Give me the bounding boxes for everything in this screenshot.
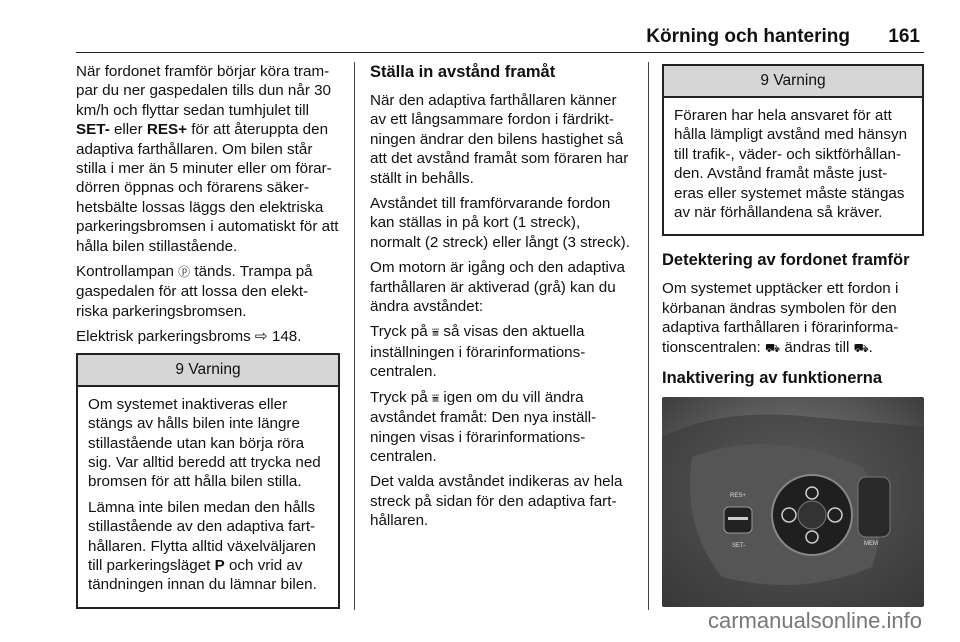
running-title: Körning och hantering: [646, 26, 850, 47]
set-button-label: SET-: [732, 543, 746, 550]
warning-text: Föraren har hela ansvaret för att hålla lämpligt avstånd med hänsyn till trafik-, väder- och siktförhållan-den. Avstånd framåt måste just-eras eller systemet måste stängas av när förhållandena så kräver.: [674, 107, 908, 222]
vehicle-detected-icon: ⛟: [853, 340, 869, 355]
cross-reference[interactable]: Elektrisk parkeringsbroms ⇨ 148.: [76, 328, 302, 346]
section-heading: Ställa in avstånd framåt: [370, 63, 556, 81]
watermark: carmanualsonline.info: [707, 608, 922, 633]
column-divider: [354, 62, 355, 610]
vehicle-outline-icon: ⛟: [765, 340, 781, 355]
paragraph: När den adaptiva farthållaren känner av ett långsammare fordon i färdrikt-ningen ändrar den bilens hastighet så att det avstånd framåt som föraren har ställt in behålls.: [370, 92, 629, 187]
column-divider: [648, 62, 649, 610]
parking-brake-icon: ⓟ: [178, 265, 191, 280]
warning-title: 9 Varning: [664, 66, 922, 98]
column-3: [662, 62, 924, 607]
warning-title: 9 Varning: [78, 355, 338, 387]
header-rule: [76, 52, 924, 53]
page-header: [0, 0, 960, 50]
steering-wheel-photo: [662, 397, 924, 607]
warning-box: [662, 64, 924, 236]
res-label: RES+: [146, 121, 188, 139]
distance-icon: ⩸: [431, 390, 440, 405]
set-label: SET-: [76, 121, 110, 139]
paragraph: Det valda avståndet indikeras av hela streck på sidan för den adaptiva fart-hållaren.: [370, 473, 623, 530]
paragraph: Om motorn är igång och den adaptiva farthållaren är aktiverad (grå) kan du ändra avståndet:: [370, 259, 625, 316]
paragraph: Kontrollampan ⓟ tänds. Trampa på gaspedalen för att lossa den elekt-riska parkeringsbromsen.: [76, 263, 313, 320]
distance-icon: ⩸: [431, 325, 440, 340]
res-button-label: RES+: [730, 493, 746, 500]
warning-text: Om systemet inaktiveras eller stängs av hålls bilen inte längre stillastående utan kan börja röra sig. Var alltid beredd att trycka ned bromsen för att hålla bilen stilla.: [88, 395, 321, 491]
column-1: [76, 62, 340, 609]
section-heading: Detektering av fordonet framför: [662, 251, 910, 270]
paragraph: När fordonet framför börjar köra tram-par du ner gaspedalen tills dun når 30 km/h och flyttar sedan tumhjulet till SET- eller RES+ för att återuppta den adaptiva farthållaren. Om bilen står stilla i mer än 5 minuter eller om förar-dörren öppnas och förarens säker-hetsbälte lossas läggs den elektriska parkeringsbromsen i automatiskt för att hålla bilen stillastående.: [76, 63, 339, 255]
paragraph: Tryck på ⩸ så visas den aktuella inställningen i förarinformations-centralen.: [370, 323, 586, 381]
page-number: 161: [888, 26, 920, 47]
mem-button-label: MEM: [864, 541, 878, 548]
column-2: [370, 62, 634, 537]
section-heading: Inaktivering av funktionerna: [662, 369, 883, 388]
warning-text: Lämna inte bilen medan den hålls stillastående av den adaptiva fart-hållaren. Flytta alltid växelväljaren till parkeringsläget P och vrid av tändningen innan du lämnar bilen.: [88, 498, 317, 594]
paragraph: Tryck på ⩸ igen om du vill ändra avståndet framåt: Den nya inställ-ningen visas i förarinformations-centralen.: [370, 388, 597, 465]
warning-box: [76, 353, 340, 609]
paragraph: Om systemet upptäcker ett fordon i körbanan ändras symbolen för den adaptiva farthållaren i förarinforma-tionscentralen: ⛟ ändras till ⛟.: [662, 279, 924, 358]
paragraph: Avståndet till framförvarande fordon kan ställas in på kort (1 streck), normalt (2 streck) eller långt (3 streck).: [370, 195, 630, 251]
gear-p-label: P: [214, 556, 225, 574]
